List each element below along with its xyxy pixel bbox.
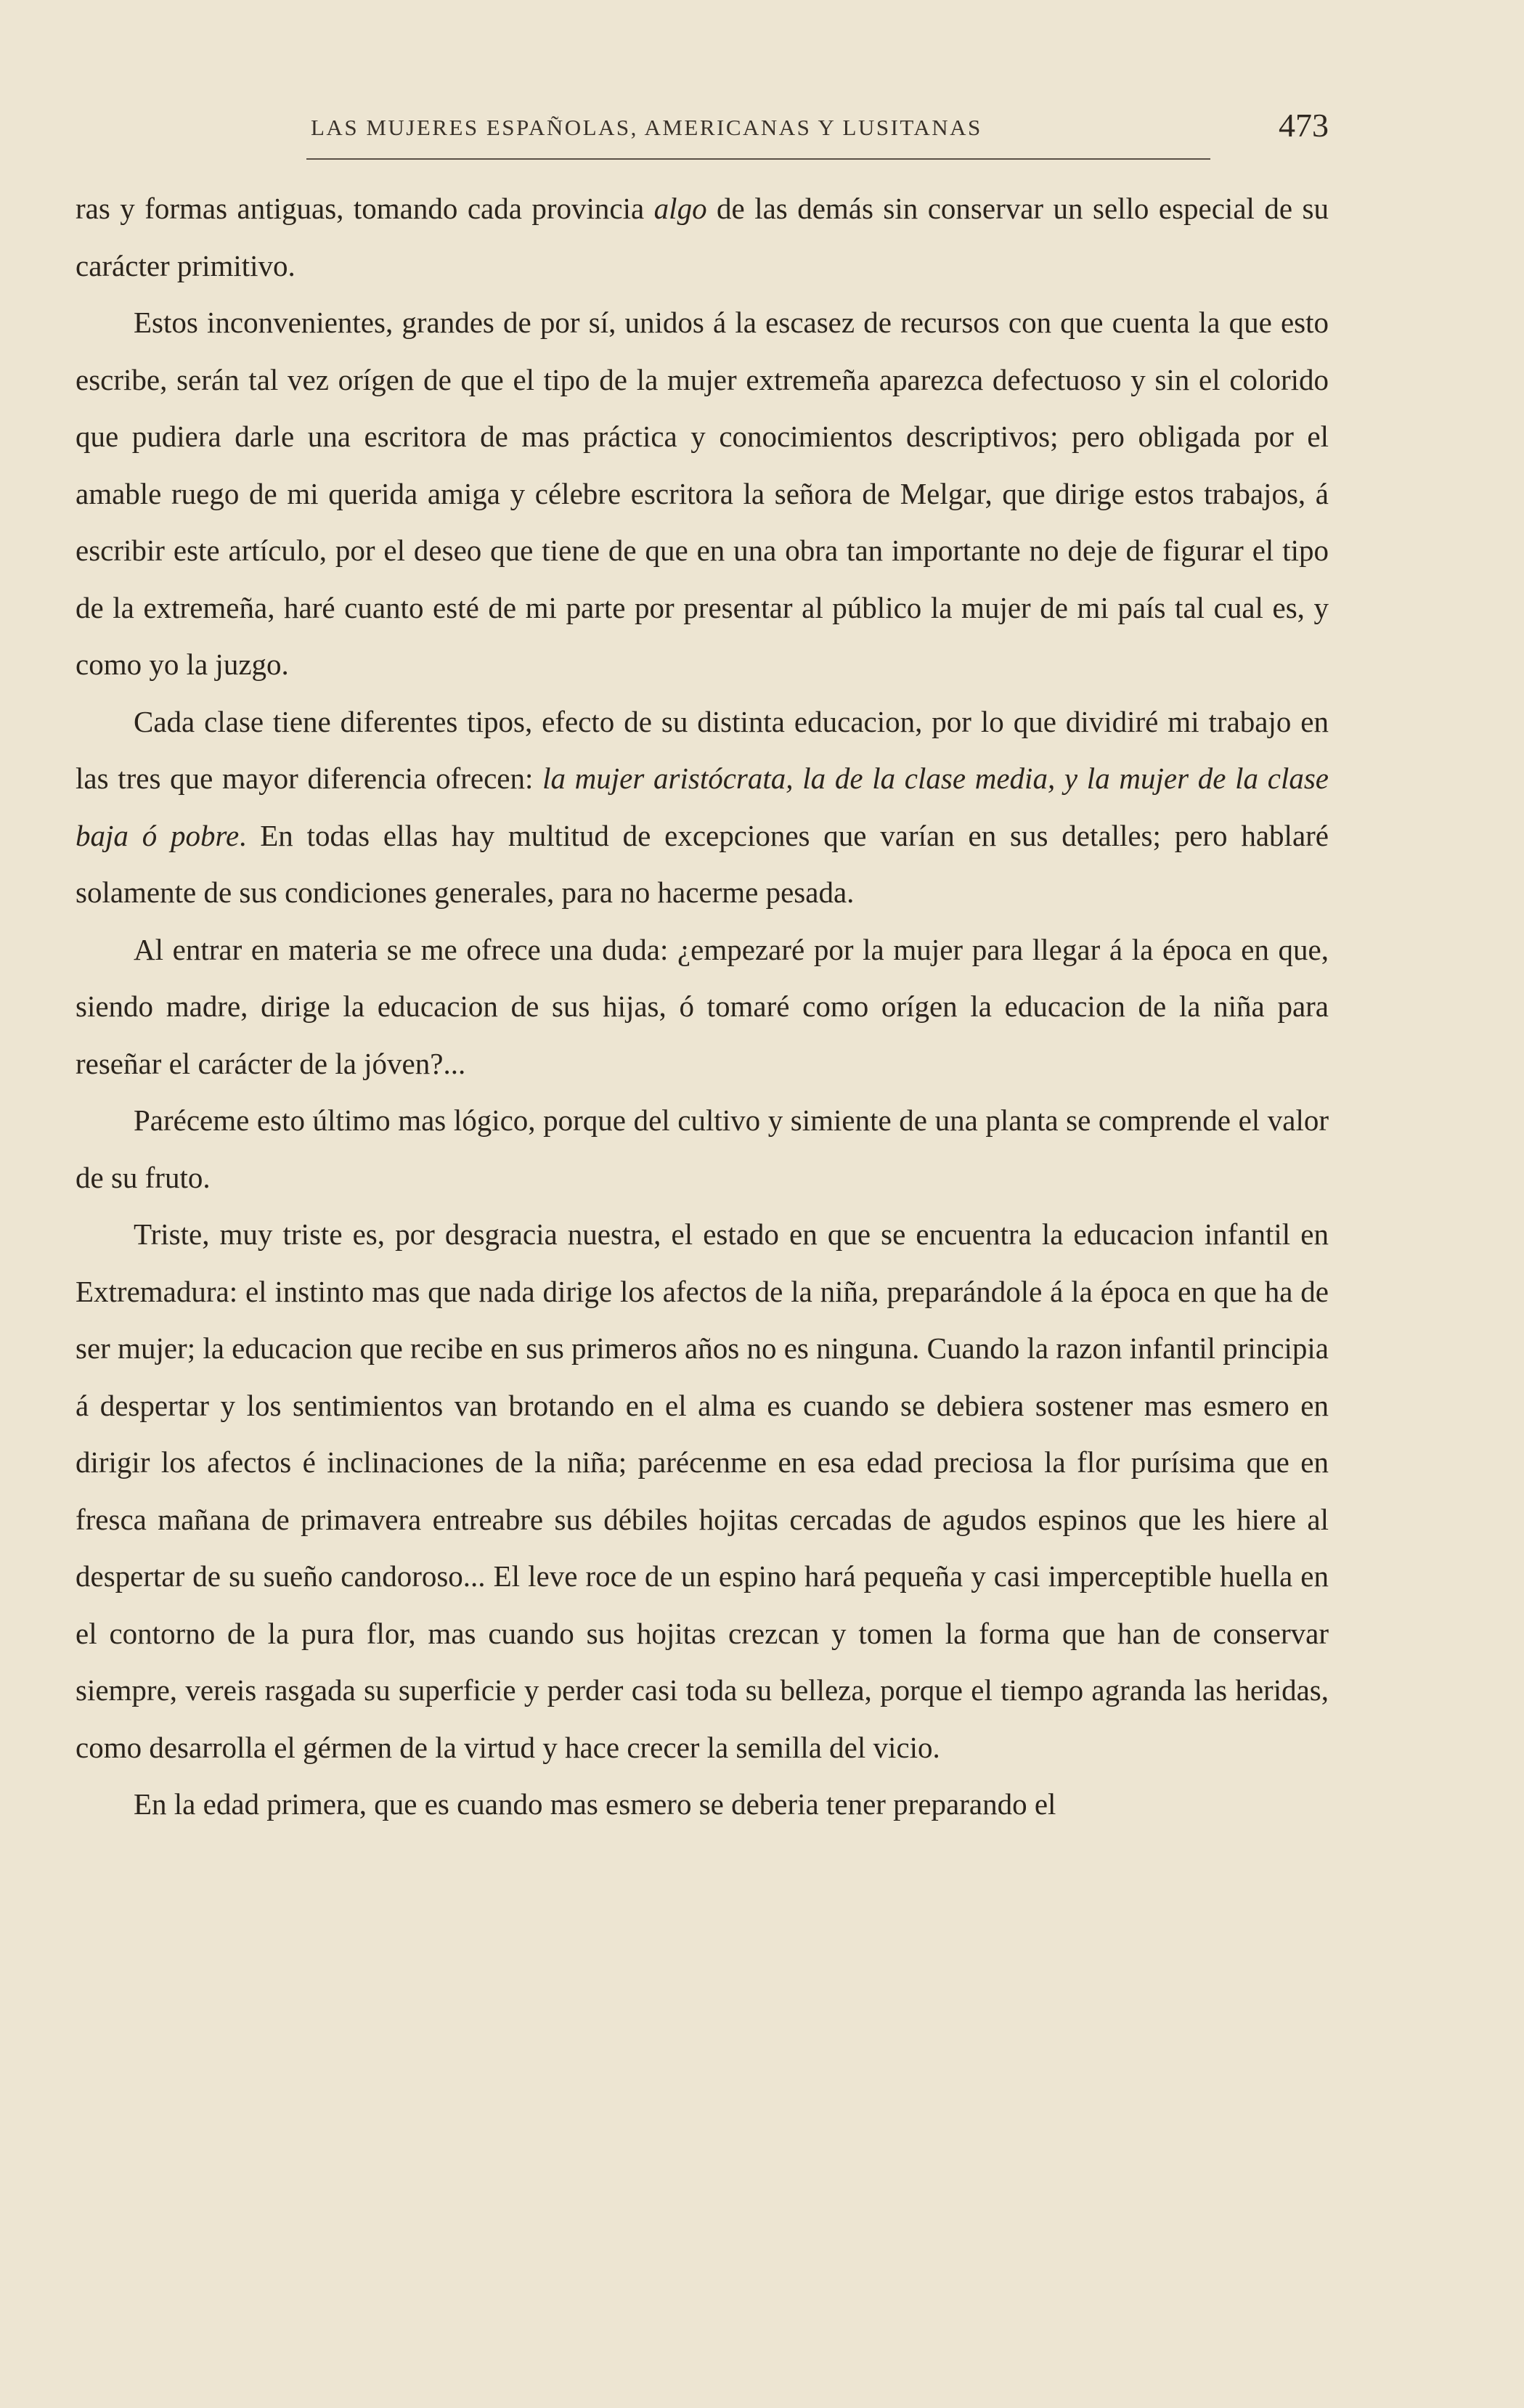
paragraph-4: Al entrar en materia se me ofrece una duda: ¿empezaré por la mujer para llegar á la época en que, siendo madre, dirige la educacion de sus hijas, ó tomaré como orígen la educacion de la niña para reseñar el carácter de la jóven?... — [76, 932, 1329, 1080]
paragraph-1: ras y formas antiguas, tomando cada provincia algo de las demás sin conservar un sello especial de su carácter primitivo. — [76, 192, 1329, 282]
italic-algo: algo — [653, 192, 707, 225]
paragraph-7: En la edad primera, que es cuando mas esmero se deberia tener preparando el — [134, 1787, 1056, 1821]
page-number: 473 — [1279, 107, 1329, 144]
body-text — [76, 180, 1329, 1833]
paragraph-2: Estos inconvenientes, grandes de por sí, unidos á la escasez de recursos con que cuenta la que esto escribe, serán tal vez orígen de que el tipo de la mujer extremeña aparezca defectuoso y sin el colorido que pudiera darle una escritora de mas práctica y conocimientos descriptivos; pero obligada por el amable ruego de mi querida amiga y célebre escritora la señora de Melgar, que dirige estos trabajos, á escribir este artículo, por el deseo que tiene de que en una obra tan importante no deje de figurar el tipo de la extremeña, haré cuanto esté de mi parte por presentar al público la mujer de mi país tal cual es, y como yo la juzgo. — [76, 306, 1329, 681]
paragraph-3: Cada clase tiene diferentes tipos, efecto de su distinta educacion, por lo que dividiré mi trabajo en las tres que mayor diferencia ofrecen: la mujer aristócrata, la de la clase media, y la mujer de la clase baja ó pobre. En todas ellas hay multitud de excepciones que varían en sus detalles; pero hablaré solamente de sus condiciones generales, para no hacerme pesada. — [76, 704, 1329, 909]
page-header — [73, 109, 1329, 174]
paragraph-6: Triste, muy triste es, por desgracia nuestra, el estado en que se encuentra la educacion infantil en Extremadura: el instinto mas que nada dirige los afectos de la niña, preparándole á la época en que ha de ser mujer; la educacion que recibe en sus primeros años no es ninguna. Cuando la razon infantil principia á despertar y los sentimientos van brotando en el alma es cuando se debiera sostener mas esmero en dirigir los afectos é inclinaciones de la niña; parécenme en esa edad preciosa la flor purísima que en fresca mañana de primavera entreabre sus débiles hojitas cercadas de agudos espinos que les hiere al despertar de su sueño candoroso... El leve roce de un espino hará pequeña y casi imperceptible huella en el contorno de la pura flor, mas cuando sus hojitas crezcan y tomen la forma que han de conservar siempre, vereis rasgada su superficie y perder casi toda su belleza, porque el tiempo agranda las heridas, como desarrolla el gérmen de la virtud y hace crecer la semilla del vicio. — [76, 1217, 1329, 1764]
paragraph-5: Paréceme esto último mas lógico, porque del cultivo y simiente de una planta se comprende el valor de su fruto. — [76, 1103, 1329, 1194]
running-title: LAS MUJERES ESPAÑOLAS, AMERICANAS Y LUSITANAS — [311, 115, 982, 140]
header-rule — [306, 158, 1210, 160]
italic-class-types: la mujer aristócrata, la de la clase media, y la mujer de la clase baja ó pobre — [76, 762, 1329, 852]
